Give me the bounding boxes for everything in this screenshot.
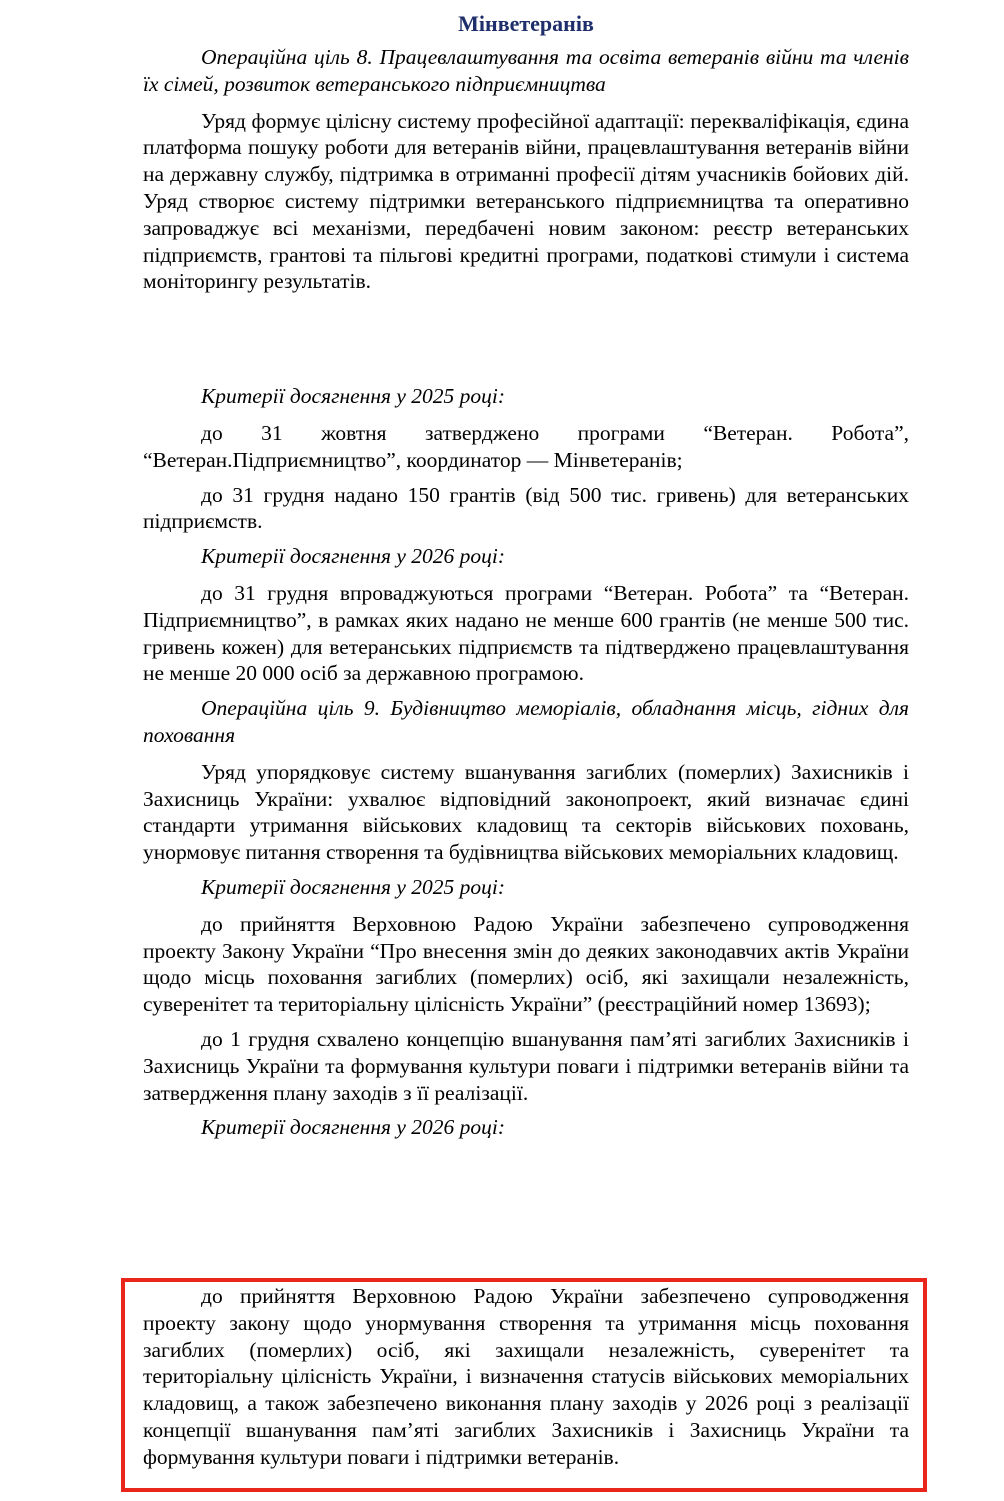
highlighted-section — [143, 1283, 909, 1471]
goal8-criteria-2025-heading: Критерії досягнення у 2025 році: — [201, 384, 506, 409]
goal9-criteria-2025-heading: Критерії досягнення у 2025 році: — [201, 874, 506, 899]
goal9-criteria-2026-item1: до прийняття Верховною Радою України забезпечено супроводження проекту закону щодо унормування створення та утримання місць поховання загиблих (померлих) осіб, які захищали незалежність, суверенітет та територіальну цілісність України, і визначення статусів військових меморіальних кладовищ, а також забезпечено виконання плану заходів у 2026 році з реалізації концепції вшанування пам’яті загиблих Захисників і Захисниць України та формування культури поваги і підтримки ветеранів. — [143, 1284, 909, 1469]
goal8-criteria-2025-item2: до 31 грудня надано 150 грантів (від 500 тис. гривень) для ветеранських підприємств. — [143, 482, 909, 534]
goal8-title: Операційна ціль 8. Працевлаштування та освіта ветеранів війни та членів їх сімей, розвиток ветеранського підприємництва — [143, 45, 909, 96]
goal9-text: Уряд упорядковує систему вшанування загиблих (померлих) Захисників і Захисниць України: ухвалює відповідний законопроект, який визначає єдині стандарти утримання військових кладовищ та секторів військових поховань, унормовує питання створення та будівництва військових меморіальних кладовищ. — [143, 759, 909, 865]
goal9-title: Операційна ціль 9. Будівництво меморіалів, обладнання місць, гідних для поховання — [143, 696, 909, 747]
goal8-text: Уряд формує цілісну систему професійної адаптації: перекваліфікація, єдина платформа пошуку роботи для ветеранів війни, працевлаштування ветеранів війни на державну службу, підтримка в отриманні професії дітям учасників бойових дій. Уряд створює систему підтримки ветеранського підприємництва та оперативно запроваджує всі механізми, передбачені новим законом: реєстр ветеранських підприємств, грантові та пільгові кредитні програми, податкові стимули і система моніторингу результатів. — [143, 108, 909, 294]
goal8-criteria-2026-heading: Критерії досягнення у 2026 році: — [201, 544, 506, 569]
goal9-criteria-2025-item2: до 1 грудня схвалено концепцію вшанування пам’яті загиблих Захисників і Захисниць України та формування культури поваги і підтримки ветеранів війни та затвердження плану заходів з її реалізації. — [143, 1026, 909, 1105]
document-page — [143, 10, 909, 1141]
goal9-criteria-2025-item1: до прийняття Верховною Радою України забезпечено супроводження проекту Закону України “Про внесення змін до деяких законодавчих актів України щодо місць поховання загиблих (померлих) осіб, які захищали незалежність, суверенітет та територіальну цілісність України” (реєстраційний номер 13693); — [143, 911, 909, 1017]
page-title: Мінветеранів — [458, 11, 594, 36]
goal8-criteria-2026-item1: до 31 грудня впроваджуються програми “Ветеран. Робота” та “Ветеран. Підприємництво”, в рамках яких надано не менше 600 грантів (не менше 500 тис. гривень кожен) для ветеранських підприємств та підтверджено працевлаштування не менше 20 000 осіб за державною програмою. — [143, 580, 909, 686]
goal8-criteria-2025-item1: до 31 жовтня затверджено програми “Ветеран. Робота”, “Ветеран.Підприємництво”, координатор — Мінветеранів; — [143, 420, 909, 472]
goal9-criteria-2026-heading: Критерії досягнення у 2026 році: — [201, 1115, 506, 1140]
